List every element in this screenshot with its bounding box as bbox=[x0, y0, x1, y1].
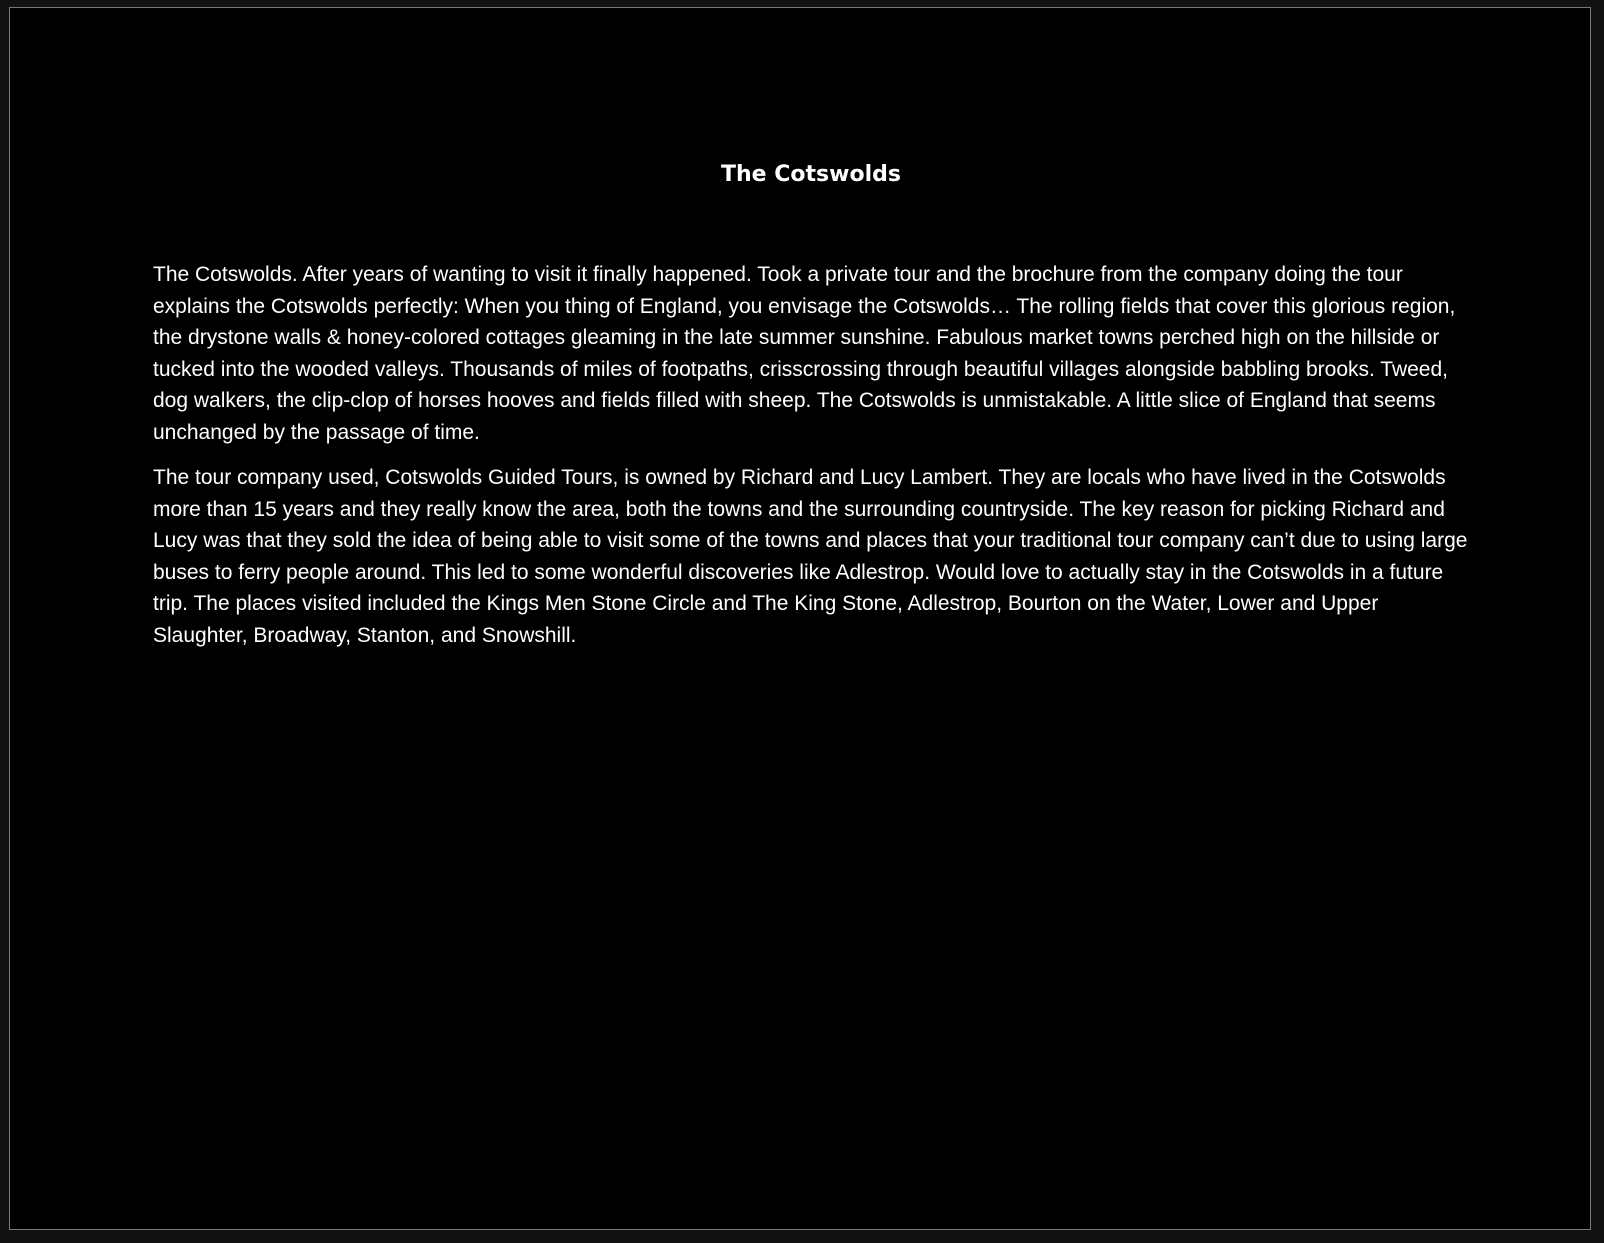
document-title: The Cotswolds bbox=[721, 162, 901, 187]
paragraph-tour-company: The tour company used, Cotswolds Guided Tours, is owned by Richard and Lucy Lambert. They are locals who have lived in the Cotswolds more than 15 years and they really know the area, both the towns and the surrounding countryside. The key reason for picking Richard and Lucy was that they sold the idea of being able to visit some of the towns and places that your traditional tour company can’t due to using large buses to ferry people around. This led to some wonderful discoveries like Adlestrop. Would love to actually stay in the Cotswolds in a future trip. The places visited included the Kings Men Stone Circle and The King Stone, Adlestrop, Bourton on the Water, Lower and Upper Slaughter, Broadway, Stanton, and Snowshill. bbox=[153, 466, 1468, 647]
document-body bbox=[153, 259, 1471, 665]
document-page bbox=[9, 7, 1591, 1230]
paragraph-intro: The Cotswolds. After years of wanting to visit it finally happened. Took a private tour and the brochure from the company doing the tour explains the Cotswolds perfectly: When you thing of England, you envisage the Cotswolds… The rolling fields that cover this glorious region, the drystone walls & honey-colored cottages gleaming in the late summer sunshine. Fabulous market towns perched high on the hillside or tucked into the wooded valleys. Thousands of miles of footpaths, crisscrossing through beautiful villages alongside babbling brooks. Tweed, dog walkers, the clip-clop of horses hooves and fields filled with sheep. The Cotswolds is unmistakable. A little slice of England that seems unchanged by the passage of time. bbox=[153, 263, 1456, 444]
